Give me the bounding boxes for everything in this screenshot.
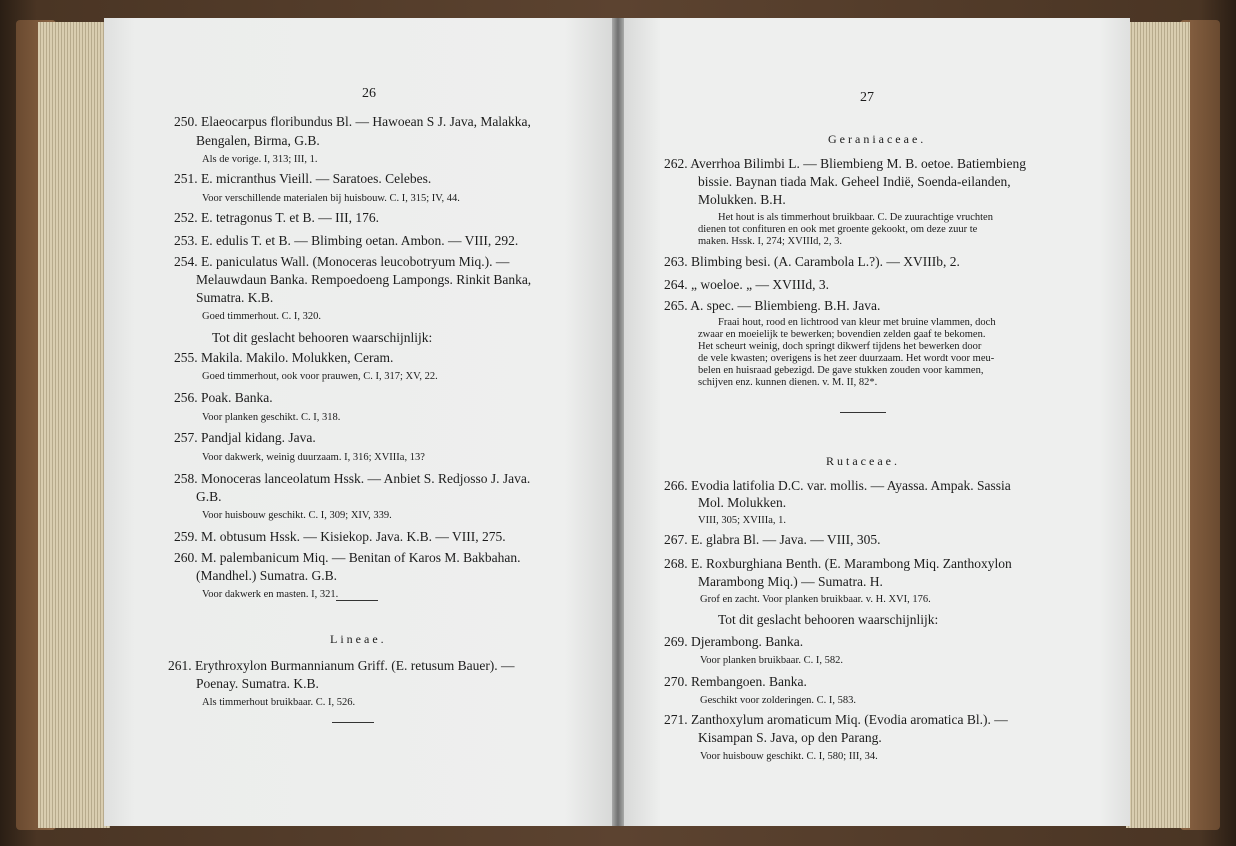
entry-250: 250. Elaeocarpus floribundus Bl. — Hawoean S J. Java, Malakka, [174, 114, 531, 129]
entry-255: 255. Makila. Makilo. Molukken, Ceram. [174, 350, 394, 365]
left-page [104, 18, 616, 826]
entry-note: Het hout is als timmerhout bruikbaar. C. De zuurachtige vruchten [718, 212, 993, 223]
entry-line: bissie. Baynan tiada Mak. Geheel Indië, Soenda-eilanden, [698, 174, 1011, 189]
entry-260: 260. M. palembanicum Miq. — Benitan of Karos M. Bakbahan. [174, 550, 521, 565]
page-edges-right [1126, 22, 1190, 828]
entry-note: schijven enz. kunnen dienen. v. M. II, 82*. [698, 377, 878, 388]
entry-267: 267. E. glabra Bl. — Java. — VIII, 305. [664, 532, 881, 547]
entry-note: Goed timmerhout. C. I, 320. [202, 311, 321, 322]
entry-note: maken. Hssk. I, 274; XVIIId, 2, 3. [698, 236, 843, 247]
entry-line: Bengalen, Birma, G.B. [196, 133, 320, 148]
entry-253: 253. E. edulis T. et B. — Blimbing oetan. Ambon. — VIII, 292. [174, 233, 519, 248]
entry-note: Goed timmerhout, ook voor prauwen, C. I, 317; XV, 22. [202, 371, 438, 382]
entry-note: Voor dakwerk, weinig duurzaam. I, 316; XVIIIa, 13? [202, 452, 425, 463]
entry-270: 270. Rembangoen. Banka. [664, 674, 807, 689]
entry-line: G.B. [196, 489, 222, 504]
book-gutter [612, 18, 624, 826]
entry-line: (Mandhel.) Sumatra. G.B. [196, 568, 337, 583]
entry-265: 265. A. spec. — Bliembieng. B.H. Java. [664, 298, 881, 313]
section-rule [336, 600, 378, 601]
entry-254: 254. E. paniculatus Wall. (Monoceras leucobotryum Miq.). — [174, 254, 510, 269]
entry-note: Voor dakwerk en masten. I, 321. [202, 589, 339, 600]
entry-271: 271. Zanthoxylum aromaticum Miq. (Evodia aromatica Bl.). — [664, 712, 1008, 727]
section-rule [840, 412, 886, 413]
entry-note: Fraai hout, rood en lichtrood van kleur met bruine vlammen, doch [718, 317, 996, 328]
entry-263: 263. Blimbing besi. (A. Carambola L.?). — XVIIIb, 2. [664, 254, 960, 269]
entry-258: 258. Monoceras lanceolatum Hssk. — Anbiet S. Redjosso J. Java. [174, 471, 531, 486]
entry-note: Voor huisbouw geschikt. C. I, 580; III, 34. [700, 751, 878, 762]
entry-252: 252. E. tetragonus T. et B. — III, 176. [174, 210, 379, 225]
entry-257: 257. Pandjal kidang. Java. [174, 430, 316, 445]
entry-262: 262. Averrhoa Bilimbi L. — Bliembieng M. B. oetoe. Batiembieng [664, 156, 1026, 171]
section-rule [332, 722, 374, 723]
section-note: Tot dit geslacht behooren waarschijnlijk: [718, 612, 939, 627]
entry-line: Poenay. Sumatra. K.B. [196, 676, 319, 691]
entry-line: Sumatra. K.B. [196, 290, 274, 305]
entry-268: 268. E. Roxburghiana Benth. (E. Marambong Miq. Zanthoxylon [664, 556, 1012, 571]
family-heading: Geraniaceae. [828, 132, 927, 146]
entry-259: 259. M. obtusum Hssk. — Kisiekop. Java. K.B. — VIII, 275. [174, 529, 506, 544]
entry-note: Als de vorige. I, 313; III, 1. [202, 154, 318, 165]
entry-note: zwaar en moeielijk te bewerken; bovendien zelden gaaf te bekomen. [698, 329, 986, 340]
right-page [620, 18, 1130, 826]
entry-note: Voor huisbouw geschikt. C. I, 309; XIV, 339. [202, 510, 392, 521]
entry-261: 261. Erythroxylon Burmannianum Griff. (E. retusum Bauer). — [168, 658, 515, 673]
entry-line: Melauwdaun Banka. Rempoedoeng Lampongs. Rinkit Banka, [196, 272, 532, 287]
entry-note: Het scheurt weinig, doch springt dikwerf tijdens het bewerken door [698, 341, 982, 352]
entry-line: Molukken. B.H. [698, 192, 786, 207]
entry-note: de vele kwasten; overigens is het zeer duurzaam. Het wordt voor meu- [698, 353, 995, 364]
entry-note: Voor verschillende materialen bij huisbouw. C. I, 315; IV, 44. [202, 193, 460, 204]
entry-269: 269. Djerambong. Banka. [664, 634, 804, 649]
entry-note: VIII, 305; XVIIIa, 1. [698, 515, 787, 526]
entry-note: belen en huisraad gebezigd. De gave stukken zouden voor kammen, [698, 365, 984, 376]
page-edges-left [38, 22, 110, 828]
page-number: 27 [860, 90, 874, 105]
entry-note: Grof en zacht. Voor planken bruikbaar. v. H. XVI, 176. [700, 594, 931, 605]
entry-note: Voor planken bruikbaar. C. I, 582. [700, 655, 843, 666]
entry-line: Kisampan S. Java, op den Parang. [698, 730, 882, 745]
entry-note: dienen tot confituren en ook met groente gekookt, om deze zuur te [698, 224, 978, 235]
entry-line: Marambong Miq.) — Sumatra. H. [698, 574, 883, 589]
entry-note: Voor planken geschikt. C. I, 318. [202, 412, 341, 423]
section-note: Tot dit geslacht behooren waarschijnlijk: [212, 330, 433, 345]
family-heading: Rutaceae. [826, 454, 900, 468]
entry-line: Mol. Molukken. [698, 495, 787, 510]
entry-251: 251. E. micranthus Vieill. — Saratoes. Celebes. [174, 171, 432, 186]
entry-note: Als timmerhout bruikbaar. C. I, 526. [202, 697, 356, 708]
entry-266: 266. Evodia latifolia D.C. var. mollis. — Ayassa. Ampak. Sassia [664, 478, 1011, 493]
entry-256: 256. Poak. Banka. [174, 390, 273, 405]
entry-note: Geschikt voor zolderingen. C. I, 583. [700, 695, 857, 706]
entry-264: 264. „ woeloe. „ — XVIIId, 3. [664, 277, 829, 292]
family-heading: Lineae. [330, 632, 387, 646]
page-number: 26 [362, 86, 376, 101]
